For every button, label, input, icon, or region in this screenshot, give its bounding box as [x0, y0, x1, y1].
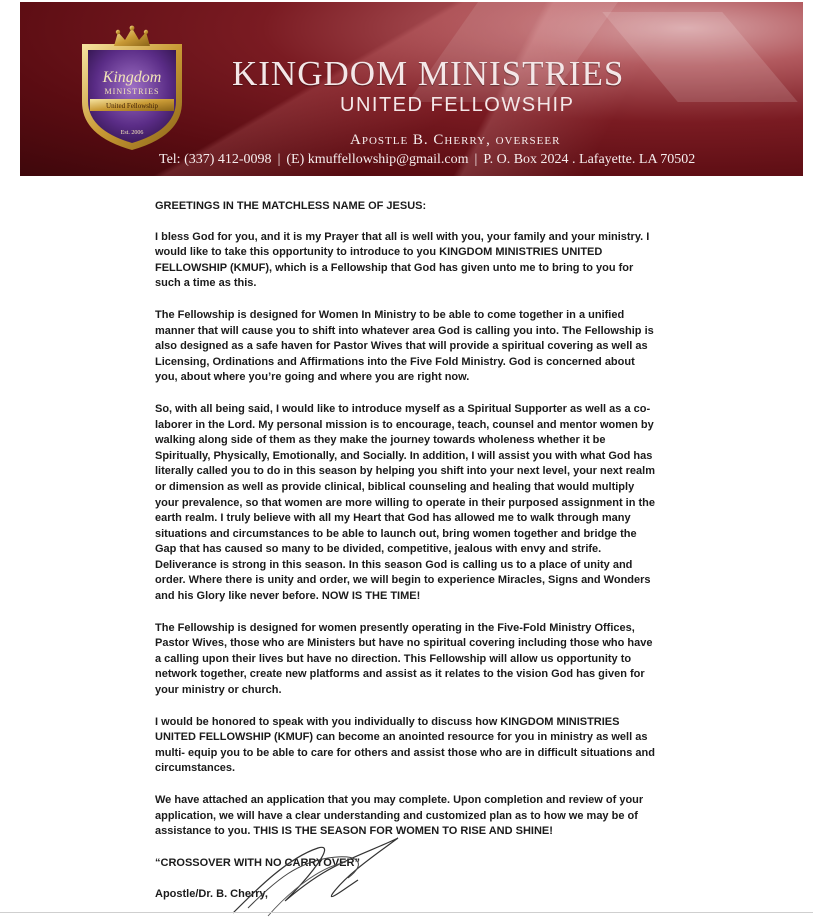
logo-ribbon: United Fellowship: [106, 102, 158, 110]
contact-address: P. O. Box 2024 . Lafayette. LA 70502: [483, 152, 696, 167]
banner-decor: [602, 12, 798, 102]
page-bottom-rule: [0, 912, 813, 913]
motto: “CROSSOVER WITH NO CARRYOVER”: [155, 856, 360, 869]
overseer-line: Apostle B. Cherry, overseer: [350, 132, 561, 148]
contact-line: [159, 152, 695, 168]
organization-name: KINGDOM MINISTRIES: [232, 54, 625, 93]
contact-separator: |: [474, 152, 478, 167]
letter-paragraph: I bless God for you, and it is my Prayer that all is well with you, your family and your ministry. I would like to take this opportunity to introduce to you KINGDOM MINISTRIES UNITED FELLOWSHIP (KMUF), which is a Fellowship that God has given unto me to bring to you for such a time as this.: [155, 230, 650, 290]
letter-paragraph: I would be honored to speak with you individually to discuss how KINGDOM MINISTRIES UNITED FELLOWSHIP (KMUF) can become an anointed resource for you in ministry as well as multi- equip you to be able to care for others and assist those who are in difficult situations and circumstances.: [155, 715, 655, 775]
greeting: GREETINGS IN THE MATCHLESS NAME OF JESUS:: [155, 200, 427, 212]
letter-paragraph: So, with all being said, I would like to introduce myself as a Spiritual Supporter as well as a co-laborer in the Lord. My personal mission is to encourage, teach, counsel and mentor women by walking along side of them as they make the journey towards wholeness whether it be Spiritually, Physically, Emotionally, and Socially. In addition, I will assist you with what God has literally called you to do in this season by helping you shift into your next level, your next realm or dimension as well as provide clinical, biblical counseling and healing that would multiply your prevalence, so that women are more willing to operate in their purposed assignment in the earth realm. I truly believe with all my Heart that God has allowed me to walk through many situations and circumstances to be able to launch out, bring women together and bridge the Gap that has caused so many to be divided, competitive, jealous with envy and strife. Deliverance is strong in this season. In this season God is calling us to a place of unity and order. Where there is unity and order, we will begin to experience Miracles, Signs and Wonders and his Glory like never before. NOW IS THE TIME!: [155, 402, 655, 603]
contact-phone: Tel: (337) 412-0098: [159, 152, 272, 167]
organization-subtitle: UNITED FELLOWSHIP: [340, 94, 575, 116]
closing: [155, 856, 660, 903]
logo-est: Est. 2006: [120, 130, 144, 136]
letterhead-banner: [20, 2, 803, 176]
letter-paragraph: The Fellowship is designed for women presently operating in the Five-Fold Ministry Offices, Pastor Wives, those who are Ministers but have no spiritual covering including those who have a calling upon their lives but have no direction. This Fellowship will allow us opportunity to network together, create new platforms and assist as it relates to the vision God has given for your ministry or church.: [155, 621, 653, 697]
letter-paragraph: The Fellowship is designed for Women In Ministry to be able to come together in a unified manner that will cause you to shift into whatever area God is calling you into. The Fellowship is also designed as a safe haven for Pastor Wives that will provide a spiritual covering as well as Licensing, Ordinations and Affirmations into the Five Fold Ministry. God is concerned about you, about where you’re going and where you are right now.: [155, 308, 654, 384]
signatory: Apostle/Dr. B. Cherry,: [155, 888, 268, 901]
letter-body: [155, 199, 660, 919]
contact-separator: |: [277, 152, 281, 167]
letter-paragraph: We have attached an application that you may complete. Upon completion and review of your application, we will have a clear understanding and customized plan as to how we may be of assistance to you. THIS IS THE SEASON FOR WOMEN TO RISE AND SHINE!: [155, 794, 644, 838]
logo-line1: Kingdom: [102, 69, 162, 86]
crown-shield-logo: [72, 24, 192, 152]
contact-email: (E) kmuffellowship@gmail.com: [286, 152, 469, 167]
logo-line2: MINISTRIES: [104, 87, 160, 96]
